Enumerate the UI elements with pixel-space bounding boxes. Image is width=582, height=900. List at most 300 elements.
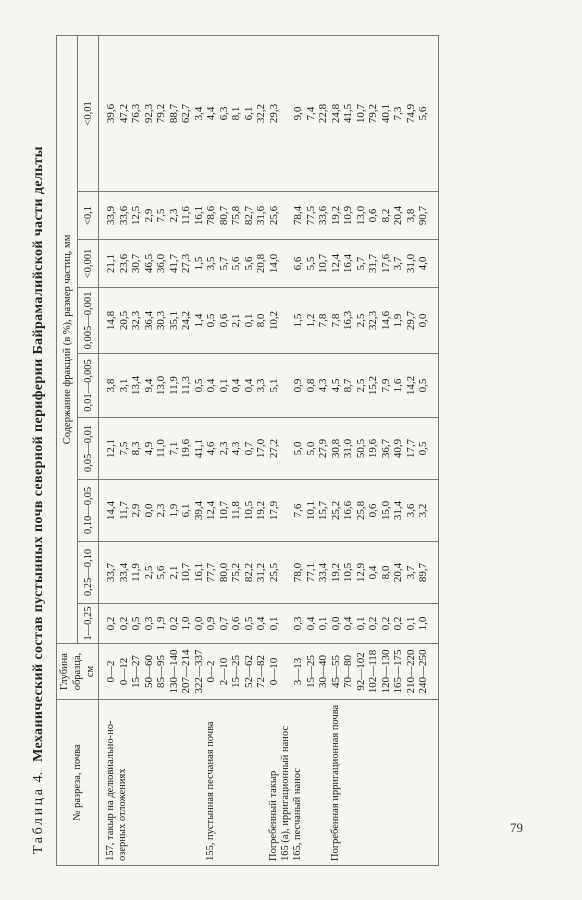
fraction-value: 0,2: [167, 616, 180, 631]
row-label: 157, такыр на делювиально-но-озерных отложениях: [99, 700, 206, 866]
depth-value: 2—10: [217, 657, 230, 686]
fraction-value: 0,0: [192, 616, 205, 631]
fraction-value: 3,8: [404, 208, 417, 223]
depth-value: 72—82: [255, 655, 267, 688]
fraction-cell: [205, 240, 268, 288]
depth-value: 0—2: [105, 660, 117, 683]
fraction-value: 78,0: [292, 562, 304, 583]
fraction-value: 4,9: [142, 441, 155, 456]
fraction-value: 1,9: [155, 616, 167, 631]
row-label: Погребенная ирригационная почва: [330, 700, 439, 866]
fraction-value: 8,7: [342, 378, 354, 393]
fraction-value: 14,6: [379, 310, 392, 331]
fraction-value: 90,7: [417, 205, 429, 226]
fraction-value: 22,8: [317, 103, 329, 124]
fraction-value: 1,9: [167, 503, 180, 518]
fraction-value: 0,6: [367, 503, 379, 518]
fraction-value: 0,8: [304, 378, 317, 393]
fraction-value: 19,6: [367, 438, 379, 459]
fraction-value: 33,7: [105, 562, 117, 583]
fraction-value: 36,4: [142, 310, 155, 331]
fraction-value: 30,3: [155, 310, 167, 331]
fraction-value: 31,0: [404, 253, 417, 274]
fraction-value: 10,5: [342, 562, 354, 583]
fraction-value: 7,6: [292, 503, 304, 518]
fraction-value: 78,4: [292, 205, 304, 226]
fraction-value: 78,6: [205, 205, 217, 226]
fraction-value: 8,2: [379, 208, 392, 223]
fraction-value: 12,9: [354, 562, 367, 583]
fraction-cell: [268, 418, 281, 480]
fraction-value: 13,0: [354, 205, 367, 226]
fraction-value: 4,0: [417, 256, 429, 271]
fraction-value: 7,5: [155, 208, 167, 223]
fraction-value: 14,0: [267, 253, 280, 274]
fraction-value: 0,4: [205, 378, 217, 393]
fraction-value: 7,4: [304, 106, 317, 121]
fraction-value: 17,9: [267, 500, 280, 521]
fraction-value: 79,2: [155, 103, 167, 124]
fraction-value: 39,4: [192, 500, 205, 521]
fraction-value: 5,7: [354, 256, 367, 271]
fraction-value: 16,6: [342, 500, 354, 521]
fraction-value: 3,6: [404, 503, 417, 518]
table-row: [99, 35, 206, 865]
fraction-value: 0,4: [230, 378, 242, 393]
fraction-value: 17,6: [379, 253, 392, 274]
fraction-value: 4,3: [230, 441, 242, 456]
fraction-value: 33,9: [105, 205, 117, 226]
fraction-cell: [205, 192, 268, 240]
fraction-value: 0,1: [267, 616, 280, 631]
fraction-value: 5,6: [242, 256, 255, 271]
depth-value: 130—140: [167, 649, 180, 694]
fraction-value: 40,1: [379, 103, 392, 124]
table-row: [205, 35, 268, 865]
fraction-value: 12,5: [130, 205, 142, 226]
fraction-cell: [280, 604, 292, 644]
depth-value: 85—95: [155, 655, 167, 688]
fraction-value: 13,4: [130, 375, 142, 396]
fraction-value: 36,0: [155, 253, 167, 274]
fraction-value: 4,4: [205, 106, 217, 121]
fraction-value: 20,8: [255, 253, 267, 274]
fraction-value: 0,9: [205, 616, 217, 631]
fraction-value: 11,7: [117, 501, 130, 520]
fraction-cell: [292, 35, 330, 191]
fraction-value: 82,7: [242, 205, 255, 226]
fraction-value: 0,4: [304, 616, 317, 631]
depth-cell: [205, 644, 268, 700]
table-label: Таблица: [31, 786, 46, 854]
fraction-cell: [205, 604, 268, 644]
fraction-cell: [205, 542, 268, 604]
fraction-value: 14,4: [105, 500, 117, 521]
fraction-value: 2,5: [142, 565, 155, 580]
depth-value: 322—337: [192, 649, 205, 694]
fraction-value: 16,1: [192, 562, 205, 583]
fraction-value: 8,3: [130, 441, 142, 456]
fraction-cell: [268, 240, 281, 288]
fraction-value: 1,4: [192, 313, 205, 328]
fraction-value: 16,3: [342, 310, 354, 331]
fraction-value: 0,2: [105, 616, 117, 631]
fraction-value: 0,1: [404, 616, 417, 631]
fraction-cell: [330, 480, 439, 542]
fraction-cell: [292, 418, 330, 480]
fraction-cell: [268, 35, 281, 191]
fraction-cell: [280, 240, 292, 288]
fraction-cell: [330, 418, 439, 480]
depth-value: 120—130: [379, 649, 392, 694]
table-title: Механический состав пустынных почв северной периферии Байрамалийской части дельты: [31, 146, 46, 762]
header-fraction: <0,01: [78, 35, 99, 191]
depth-value: 15—25: [230, 655, 242, 688]
fraction-value: 4,3: [317, 378, 329, 393]
fraction-value: 21,1: [105, 253, 117, 274]
fraction-value: 20,5: [117, 310, 130, 331]
fraction-value: 1,6: [392, 378, 404, 393]
fraction-value: 46,5: [142, 253, 155, 274]
depth-value: 165—175: [392, 649, 404, 694]
fraction-cell: [268, 288, 281, 354]
depth-value: 0—10: [267, 657, 280, 686]
fraction-cell: [280, 542, 292, 604]
fraction-cell: [99, 418, 206, 480]
fraction-value: 12,4: [329, 253, 342, 274]
fraction-value: 0,4: [242, 378, 255, 393]
fraction-value: 7,5: [117, 441, 130, 456]
table-row: [268, 35, 281, 865]
header-fraction: 1—0,25: [78, 604, 99, 644]
fraction-value: 2,5: [354, 378, 367, 393]
fraction-value: 6,1: [242, 106, 255, 121]
table-body: [99, 35, 439, 865]
row-label: 165, песчаный нанос: [292, 700, 330, 866]
fraction-value: 80,7: [217, 205, 230, 226]
fraction-value: 7,8: [329, 313, 342, 328]
fraction-value: 31,2: [255, 562, 267, 583]
fraction-value: 16,1: [192, 205, 205, 226]
fraction-value: 10,9: [342, 205, 354, 226]
fraction-value: 0,7: [242, 441, 255, 456]
fraction-value: 1,5: [292, 313, 304, 328]
fraction-value: 1,0: [417, 616, 429, 631]
fraction-cell: [268, 604, 281, 644]
fraction-value: 0,6: [217, 313, 230, 328]
fraction-value: 10,5: [242, 500, 255, 521]
fraction-value: 33,6: [117, 205, 130, 226]
fraction-value: 14,8: [105, 310, 117, 331]
fraction-value: 0,1: [217, 378, 230, 393]
row-label: Погребенный такыр: [268, 700, 281, 866]
fraction-value: 0,1: [354, 616, 367, 631]
fraction-value: 35,1: [167, 310, 180, 331]
fraction-value: 10,7: [354, 103, 367, 124]
fraction-value: 3,7: [392, 256, 404, 271]
fraction-value: 75,8: [230, 205, 242, 226]
depth-cell: [268, 644, 281, 700]
fraction-value: 79,2: [367, 103, 379, 124]
page-number: 79: [510, 820, 523, 835]
fraction-value: 75,2: [230, 562, 242, 583]
fraction-value: 10,7: [180, 562, 192, 583]
fraction-value: 11,0: [155, 439, 167, 458]
fraction-value: 74,9: [404, 103, 417, 124]
fraction-value: 5,5: [304, 256, 317, 271]
fraction-value: 7,3: [392, 106, 404, 121]
fraction-value: 2,3: [167, 208, 180, 223]
fraction-value: 7,1: [167, 441, 180, 456]
fraction-cell: [99, 240, 206, 288]
fraction-value: 33,6: [317, 205, 329, 226]
fraction-value: 10,2: [267, 310, 280, 331]
fraction-cell: [205, 35, 268, 191]
fraction-cell: [292, 192, 330, 240]
fraction-cell: [280, 480, 292, 542]
fraction-value: 82,2: [242, 562, 255, 583]
header-fraction: 0,005—0,001: [78, 288, 99, 354]
fraction-value: 77,7: [205, 562, 217, 583]
fraction-value: 9,4: [142, 378, 155, 393]
fraction-cell: [205, 288, 268, 354]
fraction-value: 0,5: [205, 313, 217, 328]
rotated-table-block: [28, 36, 528, 866]
fraction-value: 33,4: [117, 562, 130, 583]
fraction-value: 4,5: [329, 378, 342, 393]
row-label: 165 (а), ирригационный нанос: [280, 700, 292, 866]
depth-cell: [330, 644, 439, 700]
fraction-value: 12,1: [105, 438, 117, 459]
fraction-value: 62,7: [180, 103, 192, 124]
fraction-value: 24,8: [329, 103, 342, 124]
fraction-cell: [268, 354, 281, 418]
depth-value: 15—27: [130, 655, 142, 688]
fraction-value: 30,8: [329, 438, 342, 459]
fraction-cell: [99, 288, 206, 354]
fraction-value: 19,6: [180, 438, 192, 459]
depth-value: 0—12: [117, 657, 130, 686]
fraction-value: 24,2: [180, 310, 192, 331]
fraction-value: 4,6: [205, 441, 217, 456]
fraction-value: 13,0: [155, 375, 167, 396]
fraction-value: 19,2: [329, 205, 342, 226]
header-fraction: <0,001: [78, 240, 99, 288]
fraction-value: 0,3: [292, 616, 304, 631]
fraction-value: 0,1: [317, 616, 329, 631]
depth-value: 92—102: [354, 652, 367, 691]
fraction-cell: [99, 480, 206, 542]
fraction-value: 25,2: [329, 500, 342, 521]
fraction-value: 41,7: [167, 253, 180, 274]
table-row: [330, 35, 439, 865]
row-label: 155, пустынная песчаная почва: [205, 700, 268, 866]
fraction-value: 5,6: [230, 256, 242, 271]
fraction-cell: [205, 354, 268, 418]
fraction-value: 17,0: [255, 438, 267, 459]
fraction-value: 10,7: [217, 500, 230, 521]
fraction-value: 11,6: [180, 206, 192, 225]
depth-value: 70—80: [342, 655, 354, 688]
fraction-value: 7,9: [379, 378, 392, 393]
fraction-value: 10,7: [317, 253, 329, 274]
fraction-value: 8,0: [255, 313, 267, 328]
table-row: [292, 35, 330, 865]
fraction-cell: [292, 480, 330, 542]
header-fraction: 0,05—0,01: [78, 418, 99, 480]
fraction-value: 0,5: [130, 616, 142, 631]
table-head: [57, 35, 99, 865]
fraction-value: 11,9: [167, 376, 180, 395]
fraction-value: 31,7: [367, 253, 379, 274]
fraction-cell: [292, 542, 330, 604]
fraction-value: 0,7: [217, 616, 230, 631]
depth-cell: [99, 644, 206, 700]
fraction-value: 0,1: [242, 313, 255, 328]
fraction-value: 40,9: [392, 438, 404, 459]
fraction-value: 32,3: [367, 310, 379, 331]
fraction-value: 31,6: [255, 205, 267, 226]
fraction-value: 92,3: [142, 103, 155, 124]
fraction-value: 41,5: [342, 103, 354, 124]
fraction-value: 19,2: [329, 562, 342, 583]
depth-value: 52—62: [242, 655, 255, 688]
fraction-value: 27,3: [180, 253, 192, 274]
fraction-value: 0,4: [342, 616, 354, 631]
fraction-value: 8,1: [230, 106, 242, 121]
fraction-value: 12,4: [205, 500, 217, 521]
depth-cell: [292, 644, 330, 700]
fraction-value: 27,9: [317, 438, 329, 459]
fraction-cell: [268, 542, 281, 604]
fraction-value: 1,5: [192, 256, 205, 271]
header-depth: Глубина образца, см: [57, 644, 99, 700]
fraction-value: 31,4: [392, 500, 404, 521]
fraction-value: 20,4: [392, 205, 404, 226]
table-row: [280, 35, 292, 865]
fraction-value: 77,5: [304, 205, 317, 226]
fraction-value: 5,6: [417, 106, 429, 121]
fraction-value: 50,5: [354, 438, 367, 459]
fraction-cell: [330, 354, 439, 418]
fraction-value: 30,7: [130, 253, 142, 274]
depth-value: 45—55: [329, 655, 342, 688]
fraction-value: 3,2: [417, 503, 429, 518]
fraction-value: 0,6: [367, 208, 379, 223]
depth-cell: [280, 644, 292, 700]
fraction-value: 11,3: [180, 376, 192, 395]
fraction-value: 31,0: [342, 438, 354, 459]
fraction-value: 89,7: [417, 562, 429, 583]
fraction-value: 17,7: [404, 438, 417, 459]
fraction-cell: [330, 192, 439, 240]
fraction-value: 2,9: [130, 503, 142, 518]
fraction-value: 29,3: [267, 103, 280, 124]
fraction-value: 0,5: [192, 378, 205, 393]
fraction-cell: [280, 288, 292, 354]
fraction-cell: [330, 542, 439, 604]
fraction-cell: [280, 418, 292, 480]
fraction-value: 6,3: [217, 106, 230, 121]
fraction-value: 0,9: [292, 378, 304, 393]
fraction-value: 6,1: [180, 503, 192, 518]
depth-value: 0—2: [205, 660, 217, 683]
fraction-cell: [99, 604, 206, 644]
fraction-value: 10,1: [304, 500, 317, 521]
fraction-value: 11,9: [130, 563, 142, 582]
fraction-value: 3,3: [255, 378, 267, 393]
fraction-value: 27,2: [267, 438, 280, 459]
header-fraction: 0,25—0,10: [78, 542, 99, 604]
fraction-value: 25,6: [267, 205, 280, 226]
fraction-cell: [330, 288, 439, 354]
fraction-value: 7,8: [317, 313, 329, 328]
fraction-cell: [330, 240, 439, 288]
fraction-value: 0,4: [255, 616, 267, 631]
fraction-value: 0,3: [142, 616, 155, 631]
fraction-value: 0,2: [379, 616, 392, 631]
fraction-cell: [99, 542, 206, 604]
fraction-cell: [99, 35, 206, 191]
fraction-value: 23,6: [117, 253, 130, 274]
fraction-cell: [268, 192, 281, 240]
header-fraction: 0,10—0,05: [78, 480, 99, 542]
fraction-cell: [205, 480, 268, 542]
fraction-value: 29,7: [404, 310, 417, 331]
fraction-value: 77,1: [304, 562, 317, 583]
fraction-cell: [330, 604, 439, 644]
fraction-cell: [292, 240, 330, 288]
fraction-cell: [268, 480, 281, 542]
fraction-value: 32,2: [255, 103, 267, 124]
fraction-value: 41,1: [192, 438, 205, 459]
fraction-value: 1,2: [304, 313, 317, 328]
fraction-value: 39,6: [105, 103, 117, 124]
fraction-value: 2,1: [230, 313, 242, 328]
fraction-value: 3,5: [205, 256, 217, 271]
soil-composition-table: [56, 35, 439, 866]
fraction-value: 0,5: [417, 378, 429, 393]
depth-value: 50—60: [142, 655, 155, 688]
fraction-value: 25,8: [354, 500, 367, 521]
fraction-value: 3,1: [117, 378, 130, 393]
fraction-value: 47,2: [117, 103, 130, 124]
fraction-value: 14,2: [404, 375, 417, 396]
header-fraction: <0,1: [78, 192, 99, 240]
fraction-value: 0,2: [392, 616, 404, 631]
fraction-value: 5,0: [304, 441, 317, 456]
fraction-value: 36,7: [379, 438, 392, 459]
fraction-value: 3,7: [404, 565, 417, 580]
fraction-value: 3,4: [192, 106, 205, 121]
fraction-value: 5,6: [155, 565, 167, 580]
fraction-value: 0,5: [417, 441, 429, 456]
header-fraction-group: Содержание фракций (в %), размер частиц, мм: [57, 35, 78, 643]
fraction-cell: [330, 35, 439, 191]
header-section-soil: № разреза, почва: [57, 700, 99, 866]
depth-value: 102—118: [367, 649, 379, 694]
depth-value: 3—13: [292, 657, 304, 686]
fraction-value: 2,9: [142, 208, 155, 223]
fraction-value: 2,5: [354, 313, 367, 328]
fraction-cell: [99, 192, 206, 240]
fraction-value: 0,2: [117, 616, 130, 631]
fraction-value: 2,1: [167, 565, 180, 580]
fraction-value: 6,6: [292, 256, 304, 271]
depth-value: 210—220: [404, 649, 417, 694]
fraction-cell: [205, 418, 268, 480]
depth-value: 30—40: [317, 655, 329, 688]
